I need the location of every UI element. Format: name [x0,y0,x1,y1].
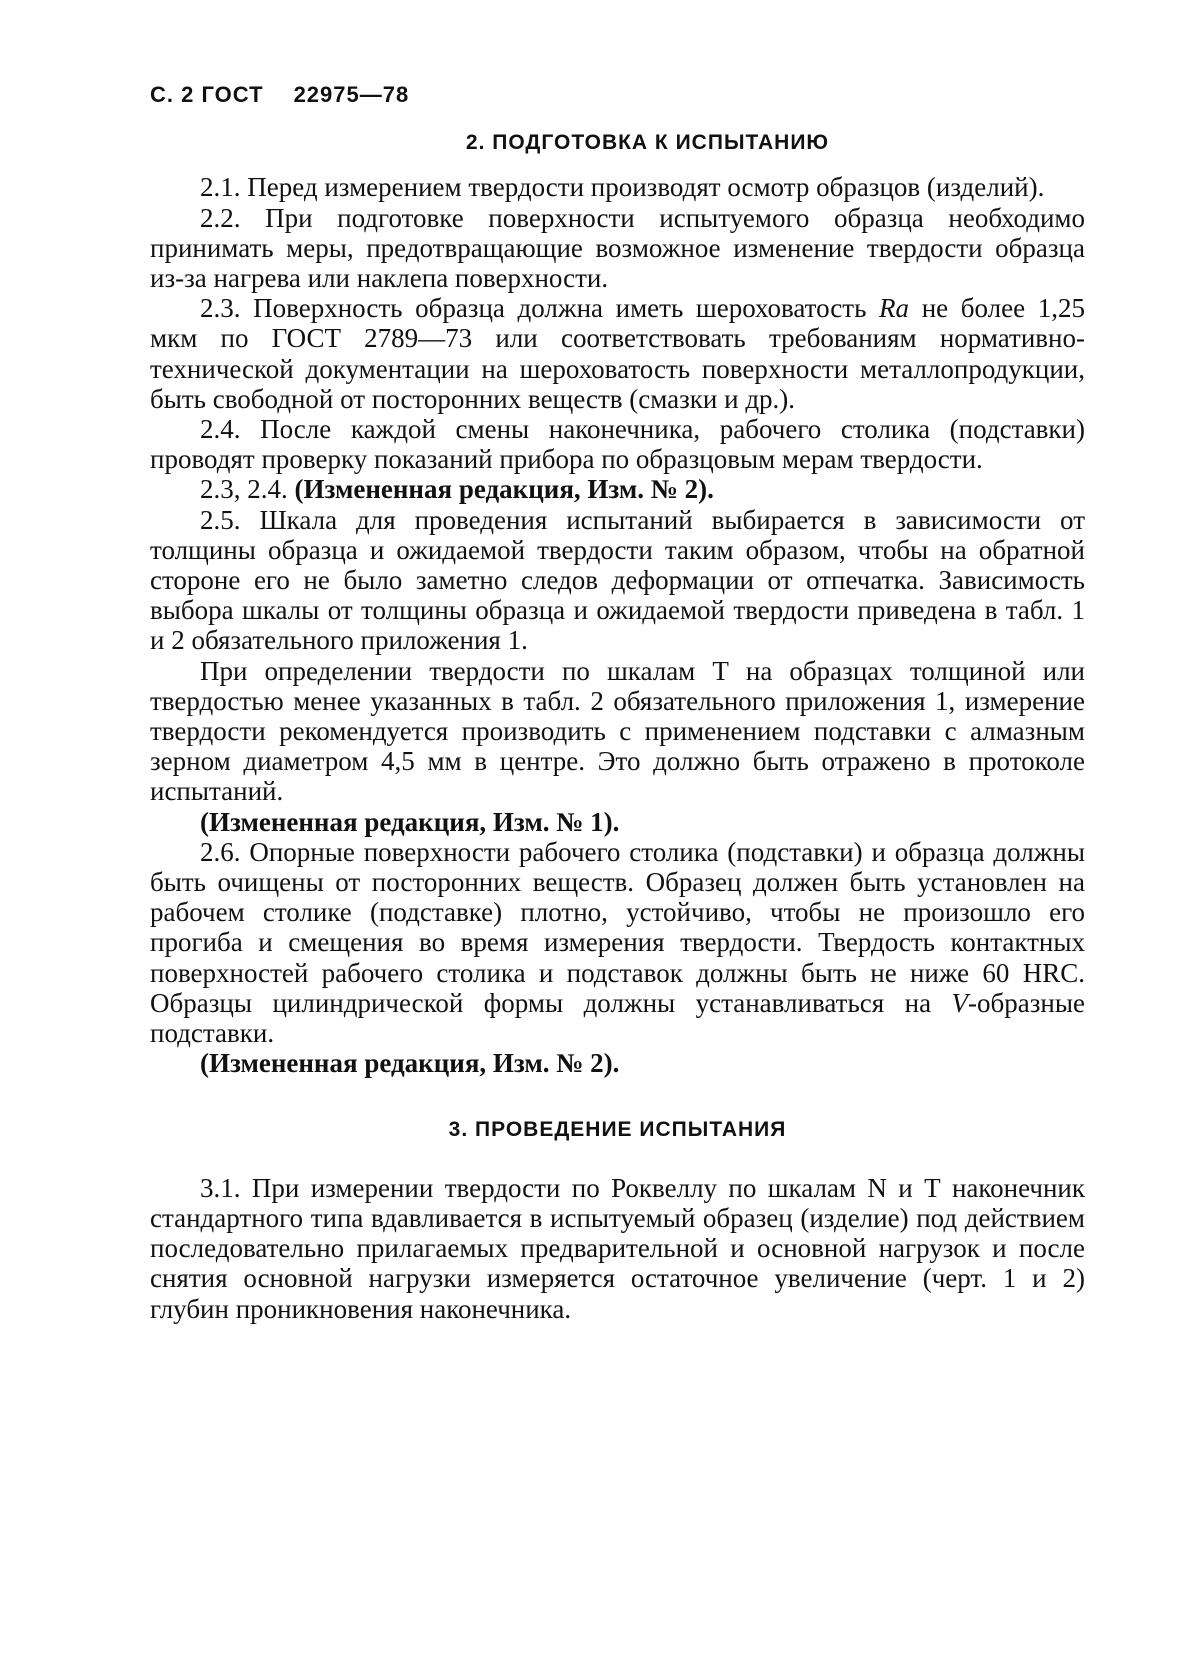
section-2-title: 2. ПОДГОТОВКА К ИСПЫТАНИЮ [465,131,830,155]
paragraph-2-3-text-a: 2.3. Поверхность образца должна иметь шероховатость [200,293,880,324]
paragraph-2-5-continued: При определении твердости по шкалам Т на образцах толщиной или твердостью менее указанных в табл. 2 обязательного приложения 1, измерение твердости рекомендуется производить с применением подставки с алмазным зерном диаметром 4,5 мм в центре. Это должно быть отражено в протоколе испытаний. [150,655,1085,807]
paragraph-2-3 [150,293,1085,414]
amendment-note-text: (Измененная редакция, Изм. № 2). [294,474,714,505]
standard-label: ГОСТ [201,82,264,107]
section-3-title: 3. ПРОВЕДЕНИЕ ИСПЫТАНИЯ [448,1117,787,1141]
paragraph-2-4: 2.4. После каждой смены наконечника, рабочего столика (подставки) проводят проверку показаний прибора по образцовым мерам твердости. [150,414,1085,475]
paragraph-2-6 [150,837,1085,1048]
amendment-note-2-3-2-4 [150,474,1085,504]
paragraph-2-5: 2.5. Шкала для проведения испытаний выбирается в зависимости от толщины образца и ожидаемой твердости таким образом, чтобы на обратной стороне его не было заметно следов деформации от отпечатка. Зависимость выбора шкалы от толщины образца и ожидаемой твердости приведена в табл. 1 и 2 обязательного приложения 1. [150,504,1085,656]
running-header [150,80,1085,110]
document-page [150,80,1085,1324]
paragraph-2-1: 2.1. Перед измерением твердости производят осмотр образцов (изделий). [200,172,1045,203]
roughness-symbol: Ra [879,293,910,324]
amendment-note-2-5: (Измененная редакция, Изм. № 1). [200,806,620,837]
paragraph-2-6-text-b: -образные подставки. [150,987,1085,1049]
paragraph-2-3-text-b: не более 1,25 мкм по ГОСТ 2789—73 или соответствовать требованиям нормативно-технической документации на шероховатость поверхности металлопродукции, быть свободной от посторонних веществ (смазки и др.). [150,293,1085,414]
paragraph-2-2: 2.2. При подготовке поверхности испытуемого образца необходимо принимать меры, предотвращающие возможное изменение твердости образца из-за нагрева или наклепа поверхности. [150,202,1085,294]
standard-number: 22975—78 [293,82,410,107]
amendment-note-2-6: (Измененная редакция, Изм. № 2). [200,1048,620,1079]
paragraph-2-6-text-a: 2.6. Опорные поверхности рабочего столика (подставки) и образца должны быть очищены от посторонних веществ. Образец должен быть установлен на рабочем столике (подставке) плотно, устойчиво, чтобы не произошло его прогиба и смещения во время измерения твердости. Твердость контактных поверхностей рабочего столика и подставок должны быть не ниже 60 HRC. Образцы цилиндрической формы должны устанавливаться на [150,836,1085,1018]
v-shape-symbol: V [951,987,969,1018]
page-number: С. 2 [150,82,195,107]
amendment-note-prefix: 2.3, 2.4. [200,474,295,505]
paragraph-3-1: 3.1. При измерении твердости по Роквеллу по шкалам N и Т наконечник стандартного типа вдавливается в испытуемый образец (изделие) под действием последовательно прилагаемых предварительной и основной нагрузок и после снятия основной нагрузки измеряется остаточное увеличение (черт. 1 и 2) глубин проникновения наконечника. [150,1172,1085,1324]
